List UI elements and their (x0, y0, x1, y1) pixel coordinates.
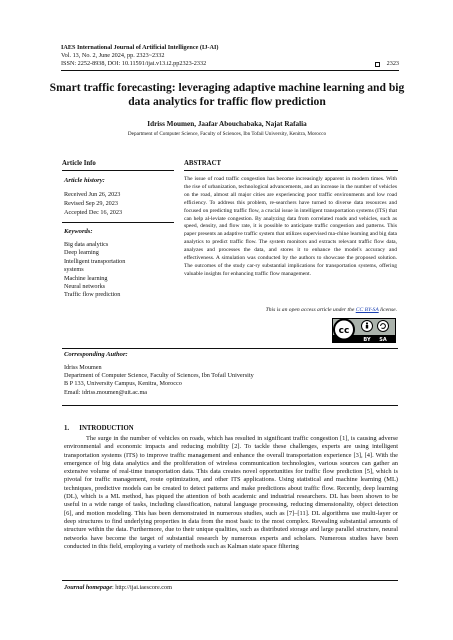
keyword: systems (64, 266, 84, 274)
abstract-text: The issue of road traffic congestion has become increasingly apparent in modern times. With the rise of urbanization, technological advancements, and an increase in the number of vehicles on the road, almost all major cities are experiencing poor traffic environments and low road efficiency. To address this problem, re-searchers have turned to diverse data resources and focused on predicting traffic flow, a crucial issue in intelligent transportation systems (ITS) that can help al-leviate congestion. By analyzing data from correlated roads and vehicles, such as speed, density, and flow rate, it is possible to anticipate traffic congestion and patterns. This paper presents an adaptive traffic system that utilizes supervised ma-chine learning and big data analytics to predict traffic flow. The system monitors and extracts relevant traffic flow data, analyzes and processes the data, and stores it to enhance the model's accuracy and effectiveness. A simulation was conducted by the authors to showcase the proposed solution. The outcomes of the study car-ry substantial implications for transportation systems, offering valuable insights for enhancing traffic flow management. (184, 176, 397, 277)
open-access-prefix: This is an open access article under the (265, 307, 356, 313)
sa-label: SA (379, 337, 387, 343)
header-rule (61, 70, 399, 71)
corr-name: Idriss Moumen (64, 364, 102, 371)
abstract-heading: ABSTRACT (184, 160, 222, 167)
license-link[interactable]: CC BY-SA (355, 307, 379, 313)
corresponding-heading: Corresponding Author: (64, 351, 128, 358)
keyword: Machine learning (64, 274, 108, 282)
open-access-suffix: license. (378, 307, 397, 313)
footer-rule (62, 580, 398, 581)
keyword: Big data analytics (64, 241, 109, 248)
introduction-paragraph: The surge in the number of vehicles on roads, which has resulted in significant traffic congestion [1], is causing adverse environmental and economic impacts and reducing mobility [2]. To tackle these challenges, experts are using intelligent transportation systems (ITS) to improve traffic management and enhance the overall transportation experience [3], [4]. With the emergence of big data analytics and the proliferation of wireless communication technologies, various sources can gather an extensive volume of real-time transportation data. This data creates novel opportunities for traffic flow prediction [5], which is pivotal for traffic management, route optimization, and other ITS applications. Using statistical and machine learning (ML) techniques, predictive models can be created to detect patterns and make predictions about traffic flow. Recently, deep learning (DL), which is a ML method, has piqued the attention of both academic and industrial researchers. DL has been shown to be useful in a wide range of tasks, including classification, natural language processing, reducing dimensionality, object detection [6], and motion modeling. This has been demonstrated in numerous studies, such as [7]–[11]. DL algorithms use multi-layer or deep structures to find underlying properties in data from the most basic to the most complex. Revealing substantial amounts of structure within the data. Furthermore, due to their unique qualities, such as distributed storage and large parallel structure, neural networks have become the target of substantial research by numerous experts and scholars. Numerous studies have been conducted in this field, employing a variety of methods such as Kalman state space filtering (64, 435, 398, 550)
history-heading: Article history: (64, 177, 105, 184)
affiliation: Department of Computer Science, Faculty of Sciences, Ibn Tofail University, Kenitra, Morocco (127, 131, 327, 137)
introduction-body (64, 435, 398, 551)
info-rule (62, 170, 174, 171)
open-access-statement (184, 307, 397, 313)
history-received: Received Jun 26, 2023 (64, 191, 121, 198)
keyword: Neural networks (64, 283, 106, 291)
keyword: Traffic flow prediction (64, 291, 121, 299)
corresponding-author (64, 364, 394, 397)
keywords-heading: Keywords: (64, 228, 93, 235)
history-rule (62, 222, 174, 223)
introduction-heading: 1. INTRODUCTION (64, 425, 134, 432)
page-number: 2323 (386, 60, 399, 67)
journal-header (61, 44, 399, 68)
keywords-list (64, 241, 176, 300)
corr-department: Department of Computer Science, Faculty of Sciences, Ibn Tofail University (64, 372, 254, 380)
page-number-group (375, 60, 399, 68)
corr-email: Email: idriss.moumen@uit.ac.ma (64, 388, 148, 396)
keyword: Deep learning (64, 249, 99, 257)
corresponding-rule-top (62, 348, 398, 349)
sa-icon (378, 321, 389, 332)
journal-issn: ISSN: 2252-8938, DOI: 10.11591/ijai.v13.i2.pp2323-2332 (61, 60, 207, 67)
square-icon (375, 62, 380, 67)
by-label: BY (363, 337, 371, 343)
journal-name: IAES International Journal of Artificial Intelligence (IJ-AI) (61, 44, 219, 51)
paper-title: Smart traffic forecasting: leveraging adaptive machine learning and big data analytics for traffic flow prediction (49, 81, 405, 108)
article-info-heading: Article Info (62, 160, 96, 167)
cc-by-sa-badge[interactable] (332, 318, 396, 343)
history-revised: Revised Sep 29, 2023 (64, 200, 118, 207)
history-accepted: Accepted Dec 16, 2023 (64, 209, 123, 216)
homepage-label: Journal homepage (64, 584, 112, 591)
by-icon-head (366, 322, 368, 324)
abstract-rule (184, 170, 398, 171)
corr-address: B P 133, University Campus, Kenitra, Morocco (64, 380, 182, 388)
by-icon-body (366, 325, 368, 329)
journal-volume: Vol. 13, No. 2, June 2024, pp. 2323~2332 (61, 52, 165, 59)
homepage-url[interactable]: : http://ijai.iaescore.com (111, 584, 172, 591)
corresponding-rule-bottom (62, 405, 398, 406)
authors: Idriss Moumen, Jaafar Abouchabaka, Najat Rafalia (147, 120, 307, 128)
article-history (64, 190, 176, 217)
footer (64, 584, 172, 591)
cc-text: cc (338, 325, 350, 336)
keyword: Intelligent transportation (64, 257, 126, 265)
